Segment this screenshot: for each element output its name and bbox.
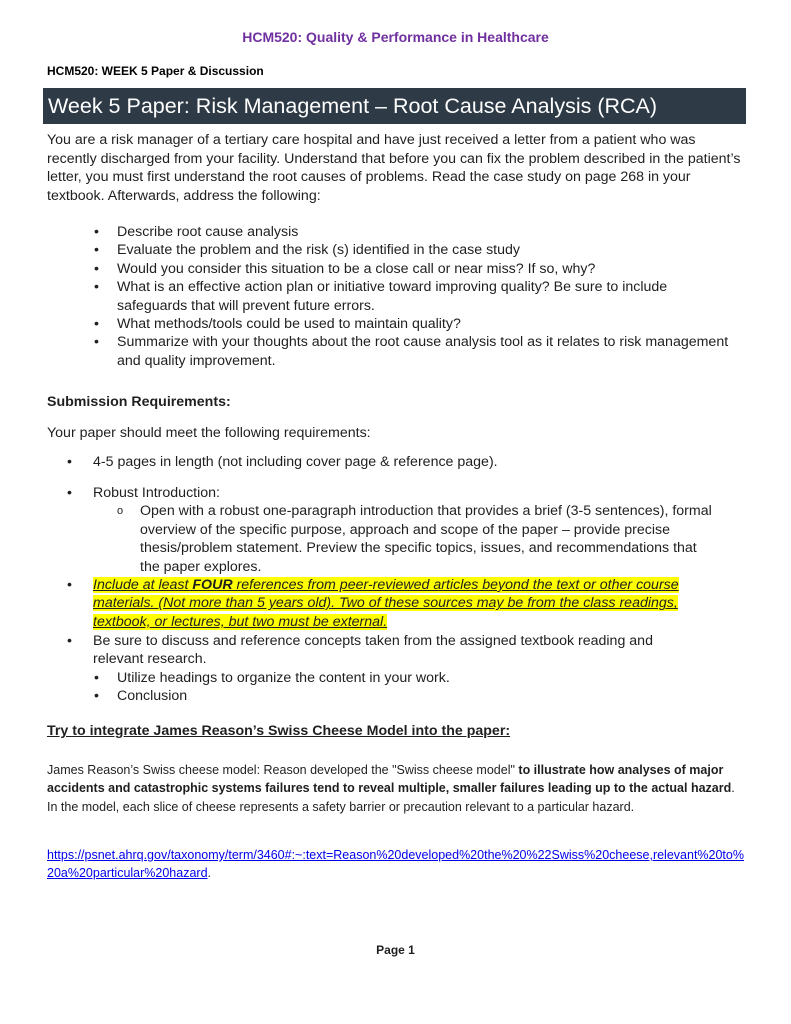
highlighted-requirement — [93, 577, 679, 630]
submission-intro: Your paper should meet the following requirements: — [47, 425, 371, 441]
references-count: FOUR — [192, 577, 233, 593]
swiss-cheese-paragraph — [47, 761, 747, 816]
requirement-length: • 4-5 pages in length (not including cover page & reference page). — [67, 454, 498, 470]
list-item: • What is an effective action plan or initiative toward improving quality? Be sure to include safeguards that will prevent future errors. — [47, 278, 737, 315]
requirement-text: Be sure to discuss and reference concepts taken from the assigned textbook reading and relevant research. — [93, 633, 653, 668]
requirement-text: Utilize headings to organize the content in your work. — [117, 669, 450, 686]
page-number: Page 1 — [376, 943, 415, 957]
list-item: • Describe root cause analysis — [47, 223, 737, 241]
swiss-text-start: James Reason’s Swiss cheese model: Reason developed the "Swiss cheese model" — [47, 763, 519, 777]
requirement-text: 4-5 pages in length (not including cover page & reference page). — [93, 454, 498, 470]
references-suffix: references from peer-reviewed articles beyond the text or other course materials. (Not more than 5 years old). Two of these sources may be from the class readings, textbook, or lectures, but two must be external. — [93, 577, 679, 630]
requirement-text: Robust Introduction: — [93, 485, 220, 501]
swiss-text-bold: to illustrate how analyses of major accidents and catastrophic systems failures tend to reveal multiple, smaller failures leading up to the actual hazard — [47, 763, 732, 796]
list-item: • What methods/tools could be used to maintain quality? — [47, 315, 737, 333]
requirement-text: Conclusion — [117, 688, 188, 705]
submission-heading: Submission Requirements: — [47, 394, 231, 410]
page-title: Week 5 Paper: Risk Management – Root Cause Analysis (RCA) — [43, 88, 746, 124]
requirement-discuss: • Be sure to discuss and reference concepts taken from the assigned textbook reading and relevant research. • Utilize headings to organize the content in your work. • Conclusion — [67, 633, 653, 705]
list-item: • Summarize with your thoughts about the root cause analysis tool as it relates to risk management and quality improvement. — [47, 333, 737, 370]
requirement-references: • Include at least FOUR references from peer-reviewed articles beyond the text or other course materials. (Not more than 5 years old). Two of these sources may be from the class readings, textbook, or lectures, but two must be external. — [67, 577, 679, 630]
link-period: . — [207, 866, 212, 881]
list-item: • Evaluate the problem and the risk (s) identified in the case study — [47, 241, 737, 259]
document-subtitle: HCM520: WEEK 5 Paper & Discussion — [47, 64, 264, 78]
requirement-introduction: • Robust Introduction: o Open with a robust one-paragraph introduction that provides a brief (3-5 sentences), formal overview of the specific purpose, approach and scope of the paper – provide precise thesis/problem statement. Preview the specific topics, issues, and recommendations that the paper explores. — [67, 485, 712, 575]
intro-paragraph: You are a risk manager of a tertiary care hospital and have just received a letter from a patient who was recently discharged from your facility. Understand that before you can fix the problem described in the patient’s letter, you must first understand the root causes of problems. Read the case study on page 268 in your textbook. Afterwards, address the following: — [47, 132, 741, 204]
reference-link[interactable]: https://psnet.ahrq.gov/taxonomy/term/3460#:~:text=Reason%20developed%20the%20%22Swiss%20cheese,relevant%20to%20a%20particular%20hazard — [47, 848, 744, 881]
task-list — [47, 223, 737, 370]
swiss-cheese-heading: Try to integrate James Reason’s Swiss Cheese Model into the paper: — [47, 723, 511, 739]
reference-link-paragraph — [47, 846, 747, 883]
requirement-detail: Open with a robust one-paragraph introduction that provides a brief (3-5 sentences), formal overview of the specific purpose, approach and scope of the paper – provide precise thesis/problem statement. Preview the specific topics, issues, and recommendations that the paper explores. — [140, 503, 712, 575]
course-header: HCM520: Quality & Performance in Healthcare — [242, 29, 549, 45]
list-item: • Would you consider this situation to be a close call or near miss? If so, why? — [47, 260, 737, 278]
references-prefix: Include at least — [93, 577, 193, 593]
swiss-text-end: . In the model, each slice of cheese represents a safety barrier or precaution relevant to a particular hazard. — [47, 781, 735, 814]
